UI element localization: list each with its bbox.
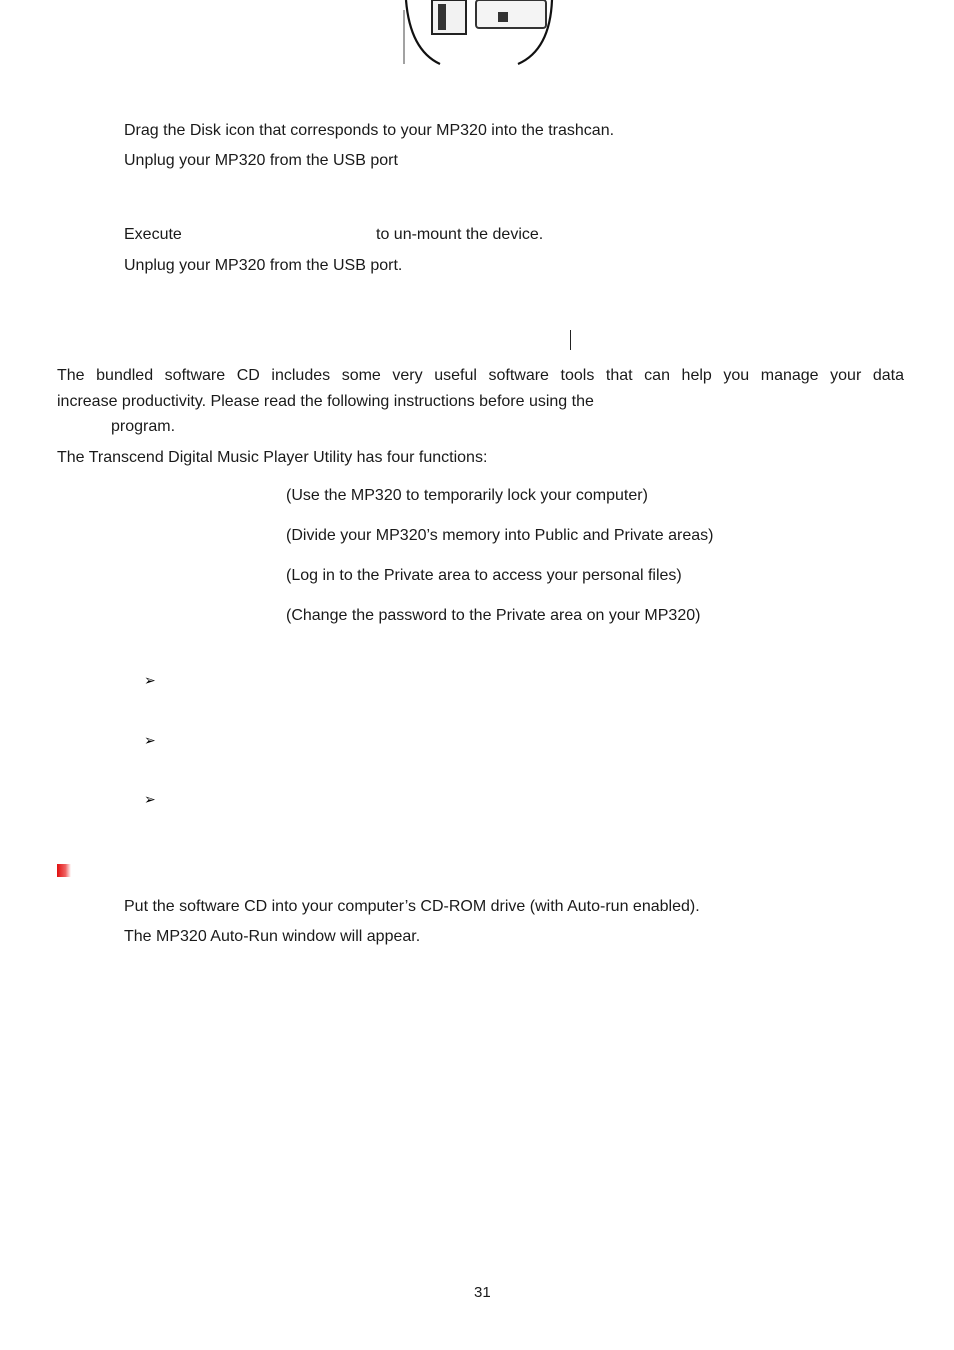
intro-line-1: The bundled software CD includes some very useful software tools that can help you manage your data	[57, 367, 904, 384]
bullet-arrow-icon: ➢	[144, 791, 156, 807]
mac-step-1: Drag the Disk icon that corresponds to your MP320 into the trashcan.	[124, 122, 615, 139]
usb-connector-icon	[400, 0, 560, 66]
mac-step-2: Unplug your MP320 from the USB port	[124, 152, 398, 169]
bullet-arrow-icon: ➢	[144, 732, 156, 748]
intro-functions-heading: The Transcend Digital Music Player Utility has four functions:	[57, 449, 488, 466]
intro-line-2: increase productivity. Please read the following instructions before using the	[57, 393, 594, 410]
bullet-arrow-icon: ➢	[144, 672, 156, 688]
page-number: 31	[474, 1284, 491, 1301]
function-desc-2: (Divide your MP320’s memory into Public and Private areas)	[286, 527, 714, 544]
intro-line-3: program.	[111, 418, 176, 435]
linux-step-1-prefix: Execute	[124, 226, 182, 243]
text-cursor	[570, 330, 571, 350]
function-desc-4: (Change the password to the Private area on your MP320)	[286, 607, 701, 624]
linux-step-1-suffix: to un-mount the device.	[376, 226, 544, 243]
section-marker-icon	[57, 864, 71, 877]
install-step-2: The MP320 Auto-Run window will appear.	[124, 928, 421, 945]
function-desc-3: (Log in to the Private area to access your personal files)	[286, 567, 682, 584]
function-desc-1: (Use the MP320 to temporarily lock your computer)	[286, 487, 648, 504]
usb-connector-figure	[400, 0, 560, 66]
linux-step-2: Unplug your MP320 from the USB port.	[124, 257, 403, 274]
install-step-1: Put the software CD into your computer’s CD-ROM drive (with Auto-run enabled).	[124, 898, 700, 915]
